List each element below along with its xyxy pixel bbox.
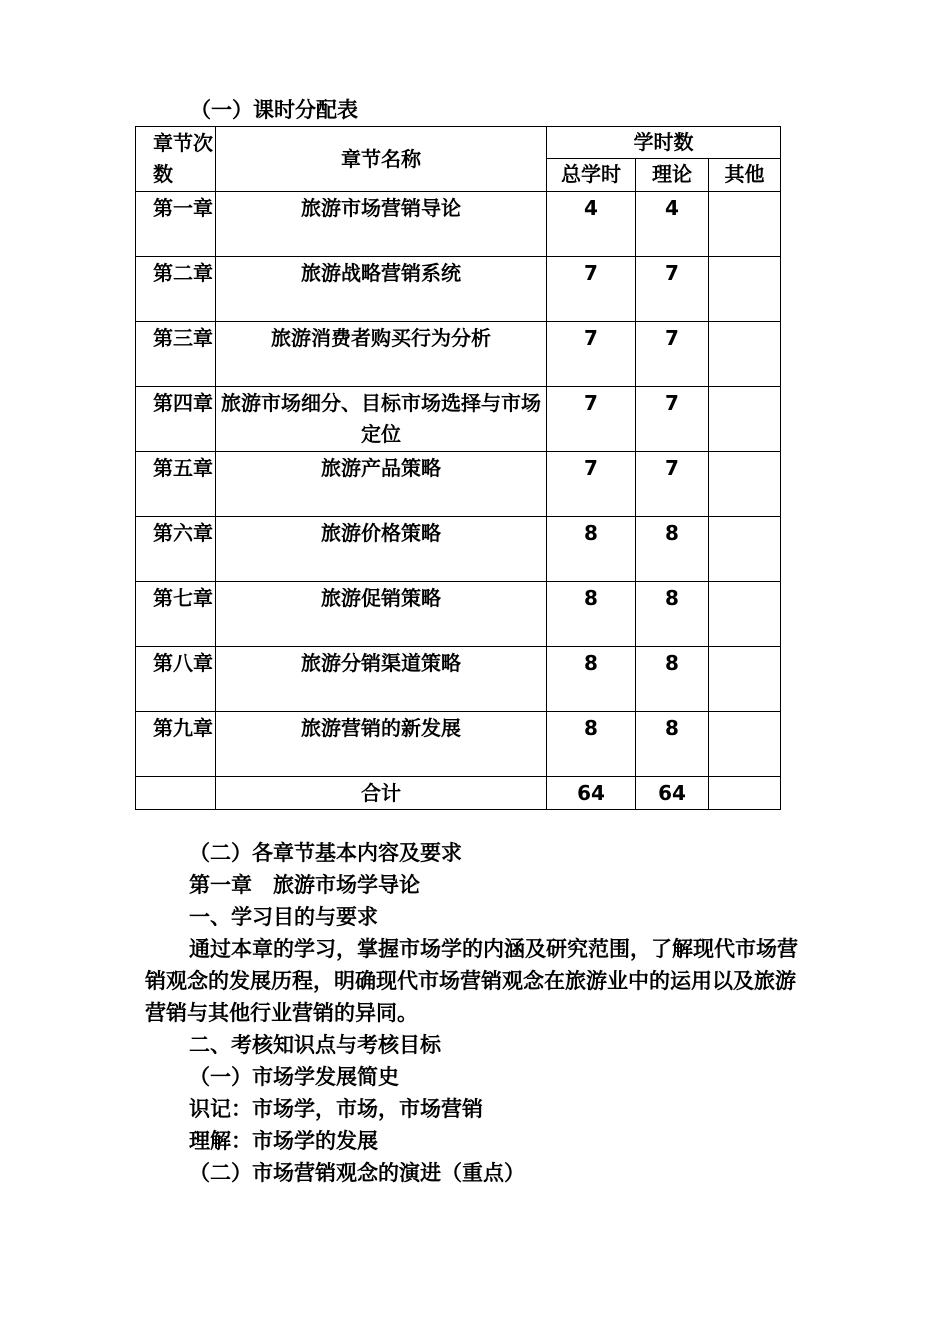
total-hours-cell: 8 [547, 582, 636, 647]
chapter-no-cell: 第九章 [136, 712, 216, 777]
table-row [136, 647, 781, 712]
other-hours-cell [709, 192, 781, 257]
chapter-no-cell: 第二章 [136, 257, 216, 322]
total-sum-cell: 64 [547, 777, 636, 810]
table-row [136, 387, 781, 452]
table-row [136, 582, 781, 647]
total-hours-cell: 7 [547, 387, 636, 452]
chapter-name-cell: 旅游市场营销导论 [216, 192, 547, 257]
chapter-name-cell: 旅游价格策略 [216, 517, 547, 582]
part1-paragraph: 通过本章的学习，掌握市场学的内涵及研究范围，了解现代市场营销观念的发展历程，明确现代市场营销观念在旅游业中的运用以及旅游营销与其他行业营销的异同。 [145, 937, 798, 1025]
total-hours-cell: 4 [547, 192, 636, 257]
section-title-hours-table: （一）课时分配表 [190, 98, 358, 122]
part1-title: 一、学习目的与要求 [189, 905, 378, 929]
chapter-no-cell: 第七章 [136, 582, 216, 647]
total-label-cell: 合计 [216, 777, 547, 810]
header-chapter-name: 章节名称 [216, 127, 547, 192]
total-other-cell [709, 777, 781, 810]
other-hours-cell [709, 647, 781, 712]
header-theory: 理论 [636, 159, 709, 192]
recall-line: 识记：市场学，市场，市场营销 [189, 1097, 483, 1121]
header-other: 其他 [709, 159, 781, 192]
other-hours-cell [709, 322, 781, 387]
chapter-name-cell: 旅游分销渠道策略 [216, 647, 547, 712]
understand-line: 理解：市场学的发展 [189, 1129, 378, 1153]
chapter-name-cell: 旅游战略营销系统 [216, 257, 547, 322]
total-hours-cell: 7 [547, 452, 636, 517]
chapter-no-cell: 第五章 [136, 452, 216, 517]
table-row [136, 712, 781, 777]
header-total-hours: 总学时 [547, 159, 636, 192]
table-row [136, 322, 781, 387]
table-header-row [136, 127, 781, 159]
total-hours-cell: 8 [547, 712, 636, 777]
other-hours-cell [709, 452, 781, 517]
sub2-title: （二）市场营销观念的演进（重点） [189, 1161, 525, 1185]
table-total-row [136, 777, 781, 810]
chapter1-title: 第一章 旅游市场学导论 [189, 873, 420, 897]
sub1-title: （一）市场学发展简史 [189, 1065, 399, 1089]
other-hours-cell [709, 712, 781, 777]
chapter-name-cell: 旅游营销的新发展 [216, 712, 547, 777]
theory-hours-cell: 7 [636, 452, 709, 517]
other-hours-cell [709, 582, 781, 647]
header-hours-group: 学时数 [547, 127, 781, 159]
chapter-no-cell: 第三章 [136, 322, 216, 387]
theory-hours-cell: 7 [636, 387, 709, 452]
total-hours-cell: 7 [547, 257, 636, 322]
chapter-name-cell: 旅游消费者购买行为分析 [216, 322, 547, 387]
theory-hours-cell: 8 [636, 712, 709, 777]
total-empty-cell [136, 777, 216, 810]
chapter-content [145, 837, 815, 1189]
other-hours-cell [709, 387, 781, 452]
chapter-name-cell: 旅游市场细分、目标市场选择与市场定位 [216, 387, 547, 452]
section-title-content: （二）各章节基本内容及要求 [189, 841, 462, 865]
total-hours-cell: 7 [547, 322, 636, 387]
table-row [136, 257, 781, 322]
table-row [136, 452, 781, 517]
total-hours-cell: 8 [547, 647, 636, 712]
theory-hours-cell: 4 [636, 192, 709, 257]
chapter-name-cell: 旅游产品策略 [216, 452, 547, 517]
theory-hours-cell: 7 [636, 257, 709, 322]
theory-hours-cell: 8 [636, 647, 709, 712]
total-theory-cell: 64 [636, 777, 709, 810]
theory-hours-cell: 7 [636, 322, 709, 387]
chapter-no-cell: 第一章 [136, 192, 216, 257]
hours-allocation-table [135, 126, 781, 810]
chapter-no-cell: 第六章 [136, 517, 216, 582]
chapter-no-cell: 第八章 [136, 647, 216, 712]
table-row [136, 192, 781, 257]
other-hours-cell [709, 517, 781, 582]
theory-hours-cell: 8 [636, 517, 709, 582]
header-chapter-no: 章节次数 [136, 127, 216, 192]
table-row [136, 517, 781, 582]
theory-hours-cell: 8 [636, 582, 709, 647]
part2-title: 二、考核知识点与考核目标 [189, 1033, 441, 1057]
total-hours-cell: 8 [547, 517, 636, 582]
chapter-name-cell: 旅游促销策略 [216, 582, 547, 647]
other-hours-cell [709, 257, 781, 322]
chapter-no-cell: 第四章 [136, 387, 216, 452]
